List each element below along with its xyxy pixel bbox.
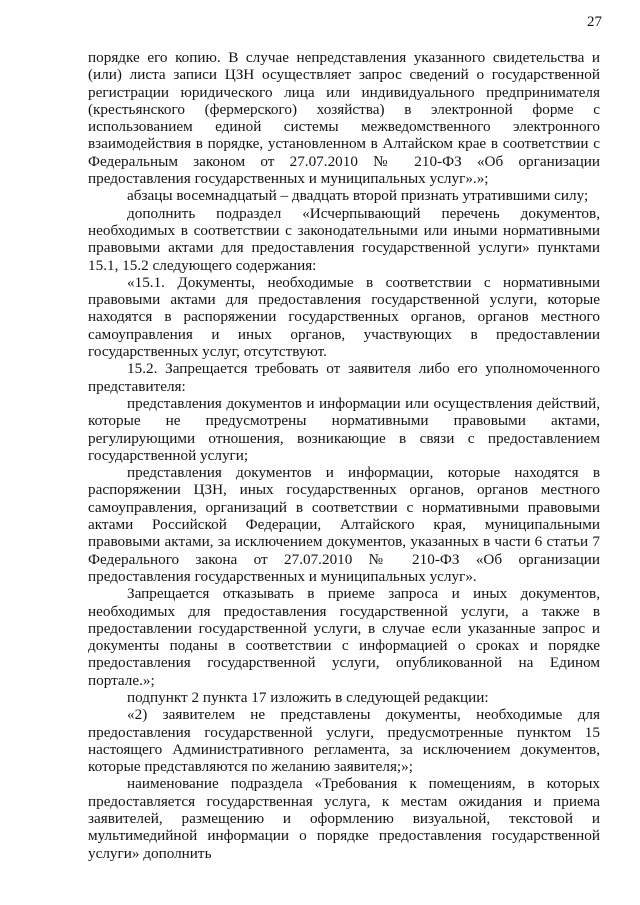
paragraph-7: представления документов и информации, которые находятся в распоряжении ЦЗН, иных государственных органов, органов местного самоуправления, организаций в соответствии с нормативными правовыми актами Российской Федерации, Алтайского края, муниципальными правовыми актами, за исключением документов, указанных в части 6 статьи 7 Федерального закона от 27.07.2010 № 210-ФЗ «Об организации предоставления государственных и муниципальных услуг». xyxy=(88,464,600,585)
paragraph-1: порядке его копию. В случае непредставления указанного свидетельства и (или) листа записи ЦЗН осуществляет запрос сведений о государственной регистрации юридического лица или индивидуального предпринимателя (крестьянского (фермерского) хозяйства) в электронной форме с использованием единой системы межведомственного электронного взаимодействия в порядке, установленном в Алтайском крае в соответствии с Федеральным законом от 27.07.2010 № 210-ФЗ «Об организации предоставления государственных и муниципальных услуг».»; xyxy=(88,49,600,188)
paragraph-2: абзацы восемнадцатый – двадцать второй признать утратившими силу; xyxy=(127,187,589,205)
paragraph-8: Запрещается отказывать в приеме запроса и иных документов, необходимых для предоставления государственной услуги, а также в предоставлении государственной услуги, в случае если указанные запрос и документы поданы в соответствии с информацией о сроках и порядке предоставления государственной услуги, опубликованной на Едином портале.»; xyxy=(88,585,600,689)
paragraph-3: дополнить подраздел «Исчерпывающий перечень документов, необходимых в соответствии с законодательными или иными нормативными правовыми актами для предоставления государственной услуги» пунктами 15.1, 15.2 следующего содержания: xyxy=(88,204,600,274)
page-number: 27 xyxy=(587,14,602,30)
paragraph-10: «2) заявителем не представлены документы, необходимые для предоставления государственной услуги, предусмотренные пунктом 15 настоящего Административного регламента, за исключением документов, которые представляются по желанию заявителя;»; xyxy=(88,706,600,776)
paragraph-9: подпункт 2 пункта 17 изложить в следующей редакции: xyxy=(127,688,489,706)
document-body xyxy=(88,49,600,862)
paragraph-4: «15.1. Документы, необходимые в соответствии с нормативными правовыми актами для предоставления государственной услуги, которые находятся в распоряжении государственных органов, органов местного самоуправления и иных органов, участвующих в предоставлении государственных услуг, отсутствуют. xyxy=(88,273,600,361)
paragraph-11: наименование подраздела «Требования к помещениям, в которых предоставляется государственная услуга, к местам ожидания и приема заявителей, размещению и оформлению визуальной, текстовой и мультимедийной информации о порядке предоставления государственной услуги» дополнить xyxy=(88,775,600,862)
paragraph-5: 15.2. Запрещается требовать от заявителя либо его уполномоченного представителя: xyxy=(88,360,600,395)
paragraph-6: представления документов и информации или осуществления действий, которые не предусмотрены нормативными правовыми актами, регулирующими отношения, возникающие в связи с предоставлением государственной услуги; xyxy=(88,394,600,464)
